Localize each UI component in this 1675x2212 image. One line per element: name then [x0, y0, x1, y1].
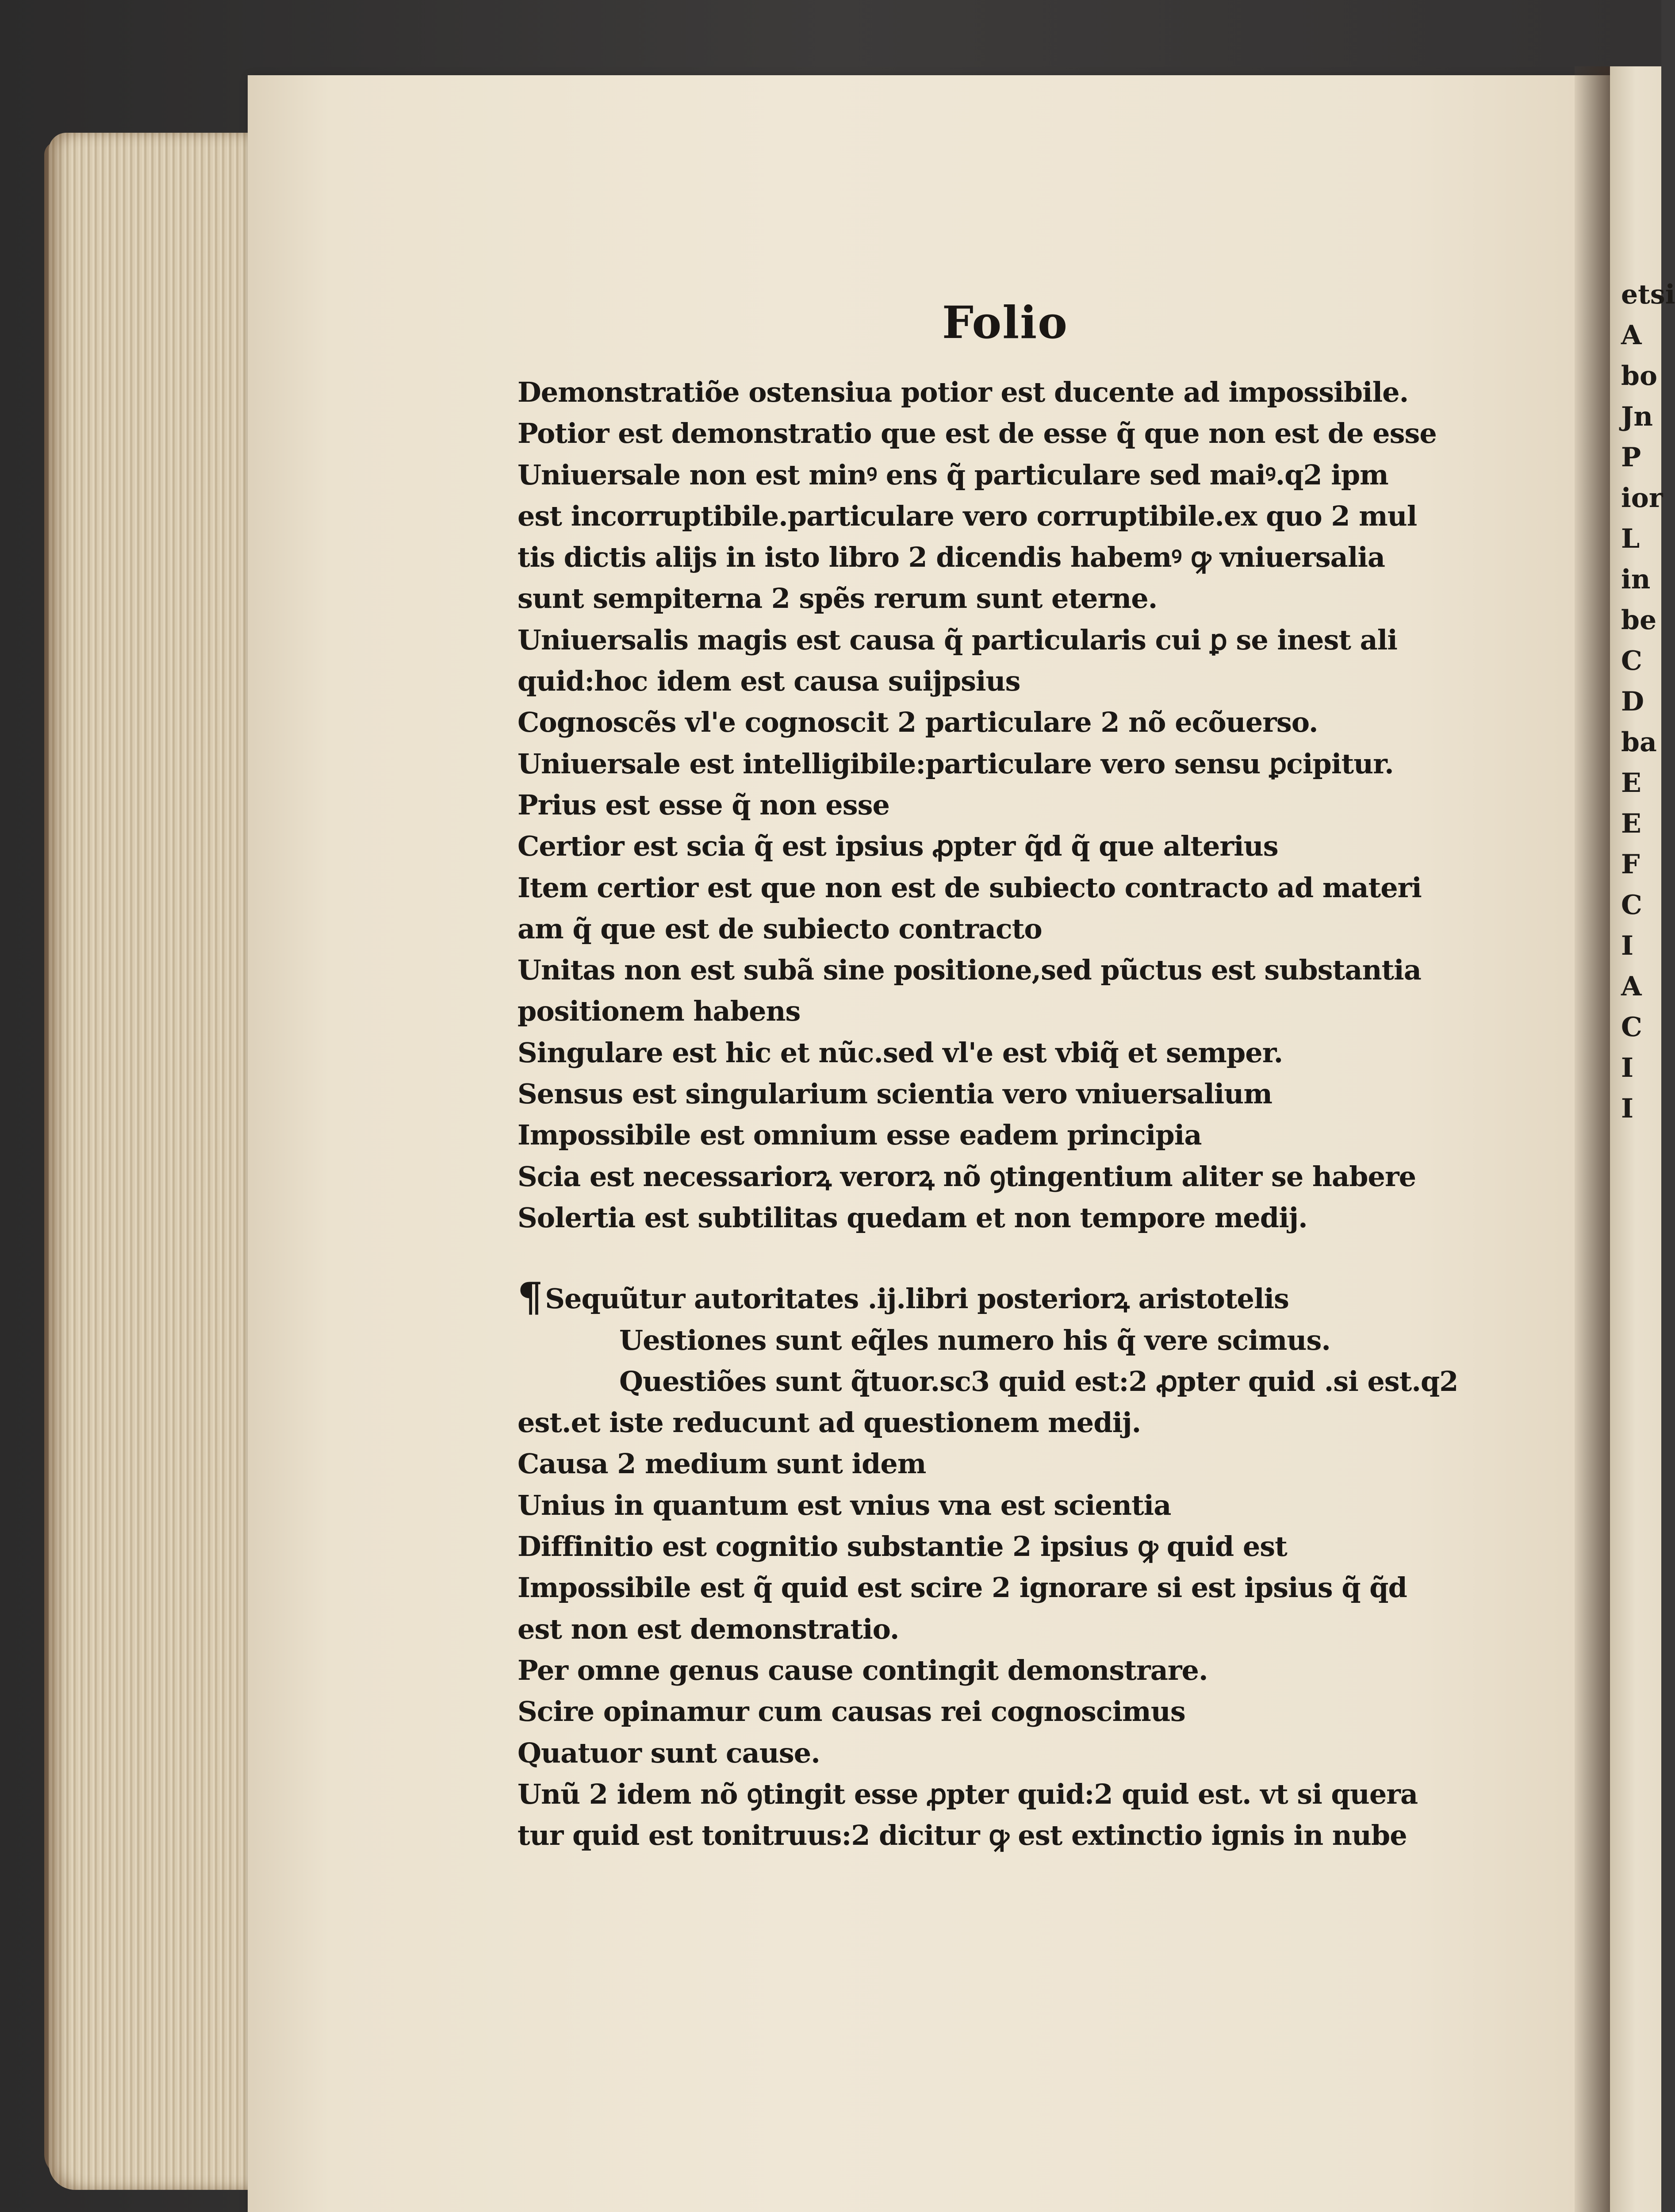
facing-page-fragment: C — [1621, 890, 1642, 921]
text-line: Uniuersale non est minꝰ ens q̃ particulare sed maiꝰ.q2 ipm — [517, 458, 1388, 491]
text-line: tis dictis alijs in isto libro 2 dicendis habemꝰ ꝙ vniuersalia — [517, 541, 1385, 574]
section-gap — [517, 1238, 1482, 1278]
facing-page-fragment: E — [1621, 808, 1641, 839]
text-line: Singulare est hic et nũc.sed vl'e est vbiq̃ et semper. — [517, 1036, 1283, 1069]
text-line: sunt sempiterna 2 spẽs rerum sunt eterne. — [517, 582, 1158, 615]
text-line: est non est demonstratio. — [517, 1613, 899, 1645]
text-lines-after — [517, 1402, 1482, 1856]
text-line: Uniuersalis magis est causa q̃ particularis cui ꝑ se inest ali — [517, 623, 1397, 656]
facing-page-fragment: F — [1621, 849, 1640, 880]
text-line: Unũ 2 idem nõ ꝯtingit esse ꝓpter quid:2 quid est. vt si quera — [517, 1778, 1418, 1810]
facing-page-fragment: be — [1621, 605, 1657, 636]
text-line: Impossibile est omnium esse eadem principia — [517, 1119, 1202, 1152]
facing-page-fragments — [1621, 274, 1675, 1129]
facing-page-fragment: E — [1621, 768, 1641, 799]
facing-page-fragment: A — [1621, 320, 1642, 351]
text-line: am q̃ que est de subiecto contracto — [517, 912, 1042, 945]
text-line: Uniuersale est intelligibile:particulare vero sensu ꝑcipitur. — [517, 747, 1394, 780]
text-line: Impossibile est q̃ quid est scire 2 ignorare si est ipsius q̃ q̃d — [517, 1571, 1407, 1604]
facing-page-fragment: in — [1621, 564, 1651, 595]
facing-page-fragment: ba — [1621, 727, 1657, 758]
text-line: Demonstratiõe ostensiua potior est ducente ad impossibile. — [517, 376, 1409, 408]
facing-page-fragment: I — [1621, 1052, 1634, 1083]
text-line: tur quid est tonitruus:2 dicitur ꝙ est extinctio ignis in nube — [517, 1819, 1407, 1852]
facing-page-fragment: bo — [1621, 361, 1657, 392]
text-line: Potior est demonstratio que est de esse q̃ que non est de esse — [517, 417, 1437, 450]
facing-page-fragment: C — [1621, 1012, 1642, 1043]
text-line: Scia est necessariorꝝ verorꝝ nõ ꝯtingentium aliter se habere — [517, 1160, 1416, 1193]
text-line: Diffinitio est cognitio substantie 2 ipsius ꝙ quid est — [517, 1530, 1287, 1563]
facing-page-fragment: D — [1621, 686, 1644, 717]
text-line: Prius est esse q̃ non esse — [517, 788, 890, 821]
facing-page-fragment: L — [1621, 523, 1640, 554]
text-line: Solertia est subtilitas quedam et non tempore medij. — [517, 1201, 1307, 1234]
text-line: Sensus est singularium scientia vero vniuersalium — [517, 1078, 1272, 1110]
section-heading — [517, 1274, 1482, 1321]
text-line: Item certior est que non est de subiecto contracto ad materi — [517, 871, 1422, 904]
facing-page-fragment: Jn — [1621, 401, 1653, 432]
facing-page-fragment: C — [1621, 645, 1642, 676]
text-line: quid:hoc idem est causa suijpsius — [517, 665, 1020, 698]
text-line: positionem habens — [517, 995, 801, 1028]
section-heading-text: Sequũtur autoritates .ij.libri posteriorꝝ aristotelis — [545, 1283, 1289, 1315]
facing-page-fragment: ior — [1621, 483, 1663, 514]
facing-page-fragment: I — [1621, 930, 1634, 961]
facing-page-fragment: I — [1621, 1093, 1634, 1124]
pilcrow-icon: ¶ — [517, 1274, 543, 1321]
text-line: Uestiones sunt eq̃les numero his q̃ vere scimus. — [619, 1324, 1330, 1356]
main-text-block — [517, 372, 1482, 1856]
text-line: Causa 2 medium sunt idem — [517, 1448, 926, 1480]
page-title: Folio — [942, 296, 1068, 349]
facing-page-fragment: A — [1621, 971, 1642, 1002]
text-line: Unitas non est subã sine positione,sed pũctus est substantia — [517, 954, 1421, 987]
text-line: Cognoscẽs vl'e cognoscit 2 particulare 2 nõ ecõuerso. — [517, 706, 1318, 739]
text-lines-before — [517, 372, 1482, 1238]
text-line: Questiões sunt q̃tuor.sc3 quid est:2 ꝓpter quid .si est.q2 — [619, 1365, 1458, 1398]
facing-page-fragment: P — [1621, 442, 1641, 473]
gutter-shadow — [1575, 66, 1610, 2212]
text-line: Scire opinamur cum causas rei cognoscimus — [517, 1695, 1185, 1728]
text-line: Quatuor sunt cause. — [517, 1736, 820, 1769]
text-lines-indented — [517, 1320, 1482, 1402]
text-line: Certior est scia q̃ est ipsius ꝓpter q̃d q̃ que alterius — [517, 830, 1278, 863]
text-line: est.et iste reducunt ad questionem medij. — [517, 1406, 1141, 1439]
page-stack-edge — [49, 133, 257, 2190]
text-line: Unius in quantum est vnius vna est scientia — [517, 1489, 1171, 1521]
text-line: est incorruptibile.particulare vero corruptibile.ex quo 2 mul — [517, 499, 1417, 532]
facing-page-fragment: etsi — [1621, 279, 1675, 310]
text-line: Per omne genus cause contingit demonstrare. — [517, 1654, 1208, 1686]
